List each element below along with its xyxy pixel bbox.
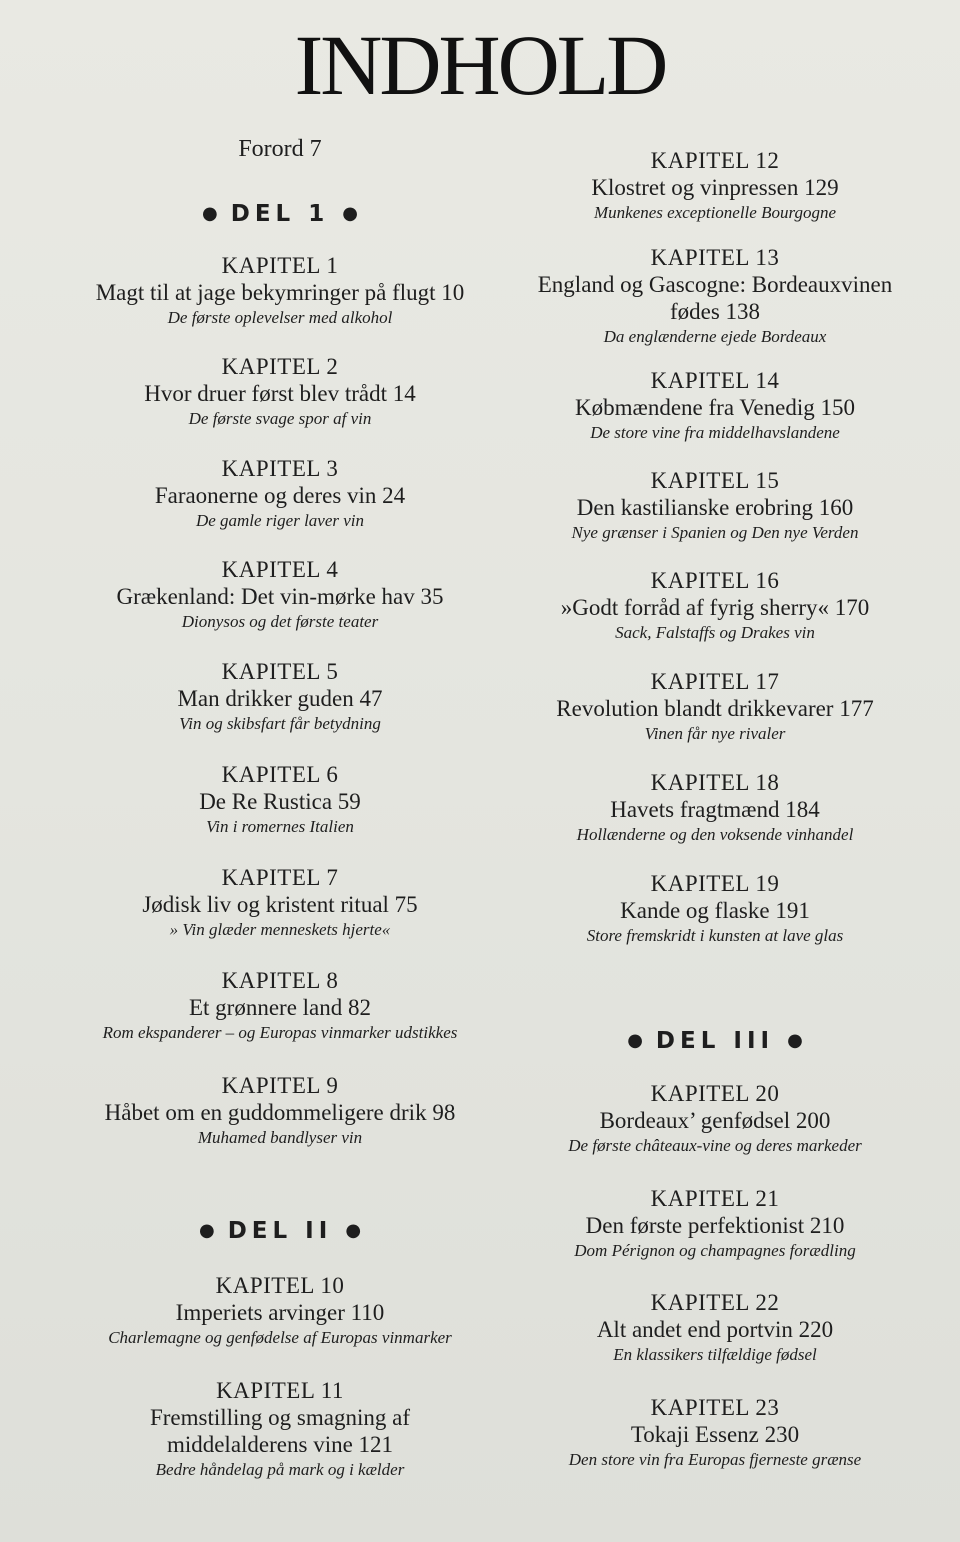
chapter-number: KAPITEL 4 <box>221 557 339 582</box>
chapter-subtitle: Bedre håndelag på mark og i kælder <box>155 1460 405 1479</box>
chapter-number: KAPITEL 18 <box>650 770 780 795</box>
chapter-title: »Godt forråd af fyrig sherry« 170 <box>560 595 870 620</box>
chapter-subtitle: » Vin glæder menneskets hjerte« <box>169 920 391 939</box>
chapter-number: KAPITEL 5 <box>221 659 339 684</box>
bullet-icon: ● <box>202 203 218 224</box>
chapter-number: KAPITEL 20 <box>650 1081 780 1106</box>
chapter-subtitle: Vin og skibsfart får betydning <box>179 714 381 733</box>
chapter-title: Imperiets arvinger 110 <box>175 1300 385 1325</box>
chapter-number: KAPITEL 9 <box>221 1073 339 1098</box>
toc-entry-chapter-7 <box>60 865 500 942</box>
toc-entry-chapter-18 <box>510 770 920 847</box>
chapter-subtitle: Store fremskridt i kunsten at lave glas <box>586 926 844 945</box>
chapter-title: Man drikker guden 47 <box>177 686 383 711</box>
chapter-title: Magt til at jage bekymringer på flugt 10 <box>95 280 465 305</box>
chapter-title: Den første perfektionist 210 <box>585 1213 845 1238</box>
chapter-number: KAPITEL 23 <box>650 1395 780 1420</box>
toc-entry-chapter-1 <box>60 253 500 330</box>
chapter-subtitle: En klassikers tilfældige fødsel <box>613 1345 817 1364</box>
part-heading-2 <box>60 1218 500 1244</box>
chapter-number: KAPITEL 22 <box>650 1290 780 1315</box>
chapter-number: KAPITEL 19 <box>650 871 780 896</box>
foreword-entry: Forord 7 <box>238 136 322 162</box>
toc-entry-chapter-4 <box>60 557 500 634</box>
chapter-title: England og Gascogne: Bordeauxvinen <box>537 272 893 297</box>
chapter-number: KAPITEL 6 <box>221 762 339 787</box>
chapter-title: Fremstilling og smagning af <box>149 1405 410 1430</box>
chapter-number: KAPITEL 14 <box>650 368 780 393</box>
toc-entry-chapter-2 <box>60 354 500 431</box>
toc-entry-chapter-10 <box>60 1273 500 1350</box>
toc-entry-chapter-11 <box>60 1378 500 1482</box>
chapter-number: KAPITEL 13 <box>650 245 780 270</box>
chapter-number: KAPITEL 7 <box>221 865 339 890</box>
chapter-title: Havets fragtmænd 184 <box>610 797 820 822</box>
chapter-title: Bordeaux’ genfødsel 200 <box>599 1108 831 1133</box>
chapter-subtitle: Dionysos og det første teater <box>181 612 379 631</box>
bullet-icon: ● <box>342 203 358 224</box>
chapter-subtitle: Da englænderne ejede Bordeaux <box>603 327 827 346</box>
chapter-title: Klostret og vinpressen 129 <box>591 175 839 200</box>
chapter-number: KAPITEL 8 <box>221 968 339 993</box>
toc-entry-chapter-23 <box>510 1395 920 1472</box>
chapter-number: KAPITEL 10 <box>215 1273 345 1298</box>
toc-entry-chapter-13 <box>510 245 920 349</box>
chapter-title: De Re Rustica 59 <box>199 789 361 814</box>
chapter-title: Købmændene fra Venedig 150 <box>575 395 855 420</box>
toc-entry-chapter-15 <box>510 468 920 545</box>
page-title: INDHOLD <box>294 17 666 113</box>
chapter-subtitle: Munkenes exceptionelle Bourgogne <box>594 203 836 222</box>
chapter-number: KAPITEL 12 <box>650 148 780 173</box>
toc-entry-chapter-8 <box>60 968 500 1045</box>
chapter-title: Jødisk liv og kristent ritual 75 <box>142 892 418 917</box>
chapter-title: Revolution blandt drikkevarer 177 <box>556 696 874 721</box>
chapter-subtitle: De første oplevelser med alkohol <box>167 308 393 327</box>
chapter-subtitle: Nye grænser i Spanien og Den nye Verden <box>571 523 859 542</box>
toc-entry-chapter-16 <box>510 568 920 645</box>
chapter-subtitle: De gamle riger laver vin <box>195 511 365 530</box>
chapter-title: Alt andet end portvin 220 <box>596 1317 834 1342</box>
chapter-subtitle: Den store vin fra Europas fjerneste grænse <box>568 1450 862 1469</box>
chapter-subtitle: De første svage spor af vin <box>188 409 372 428</box>
chapter-title: Faraonerne og deres vin 24 <box>154 483 406 508</box>
part-heading-3 <box>510 1028 920 1054</box>
part-label: DEL II <box>227 1218 333 1244</box>
chapter-number: KAPITEL 15 <box>650 468 780 493</box>
chapter-number: KAPITEL 17 <box>650 669 780 694</box>
chapter-subtitle: Charlemagne og genfødelse af Europas vinmarker <box>108 1328 452 1347</box>
chapter-subtitle: Rom ekspanderer – og Europas vinmarker udstikkes <box>102 1023 458 1042</box>
chapter-number: KAPITEL 16 <box>650 568 780 593</box>
chapter-number: KAPITEL 11 <box>216 1378 344 1403</box>
bullet-icon: ● <box>627 1030 643 1051</box>
chapter-number: KAPITEL 21 <box>650 1186 780 1211</box>
bullet-icon: ● <box>345 1220 362 1241</box>
chapter-subtitle: Hollænderne og den voksende vinhandel <box>576 825 854 844</box>
chapter-title-continued: fødes 138 <box>669 299 761 324</box>
bullet-icon: ● <box>198 1220 215 1241</box>
toc-entry-chapter-14 <box>510 368 920 445</box>
toc-entry-chapter-6 <box>60 762 500 839</box>
chapter-title: Hvor druer først blev trådt 14 <box>144 381 416 406</box>
chapter-subtitle: De første châteaux-vine og deres markeder <box>568 1136 862 1155</box>
toc-entry-chapter-22 <box>510 1290 920 1367</box>
toc-entry-chapter-21 <box>510 1186 920 1263</box>
part-label: DEL III <box>655 1028 775 1054</box>
chapter-subtitle: De store vine fra middelhavslandene <box>590 423 840 442</box>
bullet-icon: ● <box>787 1030 803 1051</box>
toc-entry-chapter-19 <box>510 871 920 948</box>
toc-entry-chapter-12 <box>510 148 920 225</box>
toc-entry-chapter-17 <box>510 669 920 746</box>
chapter-number: KAPITEL 3 <box>221 456 339 481</box>
toc-entry-chapter-3 <box>60 456 500 533</box>
chapter-subtitle: Dom Pérignon og champagnes forædling <box>574 1241 856 1260</box>
chapter-title: Tokaji Essenz 230 <box>630 1422 800 1447</box>
toc-entry-chapter-5 <box>60 659 500 736</box>
part-label: DEL 1 <box>230 201 330 227</box>
toc-entry-chapter-9 <box>60 1073 500 1150</box>
chapter-title: Et grønnere land 82 <box>188 995 372 1020</box>
chapter-title: Håbet om en guddommeligere drik 98 <box>104 1100 456 1125</box>
chapter-subtitle: Sack, Falstaffs og Drakes vin <box>615 623 815 642</box>
chapter-subtitle: Vinen får nye rivaler <box>644 724 786 743</box>
chapter-title-continued: middelalderens vine 121 <box>166 1432 394 1457</box>
chapter-title: Den kastilianske erobring 160 <box>576 495 854 520</box>
chapter-title: Grækenland: Det vin-mørke hav 35 <box>116 584 444 609</box>
chapter-number: KAPITEL 1 <box>221 253 339 278</box>
chapter-subtitle: Muhamed bandlyser vin <box>197 1128 363 1147</box>
part-heading-1 <box>60 201 500 227</box>
chapter-title: Kande og flaske 191 <box>620 898 810 923</box>
chapter-subtitle: Vin i romernes Italien <box>206 817 354 836</box>
toc-entry-chapter-20 <box>510 1081 920 1158</box>
chapter-number: KAPITEL 2 <box>221 354 339 379</box>
